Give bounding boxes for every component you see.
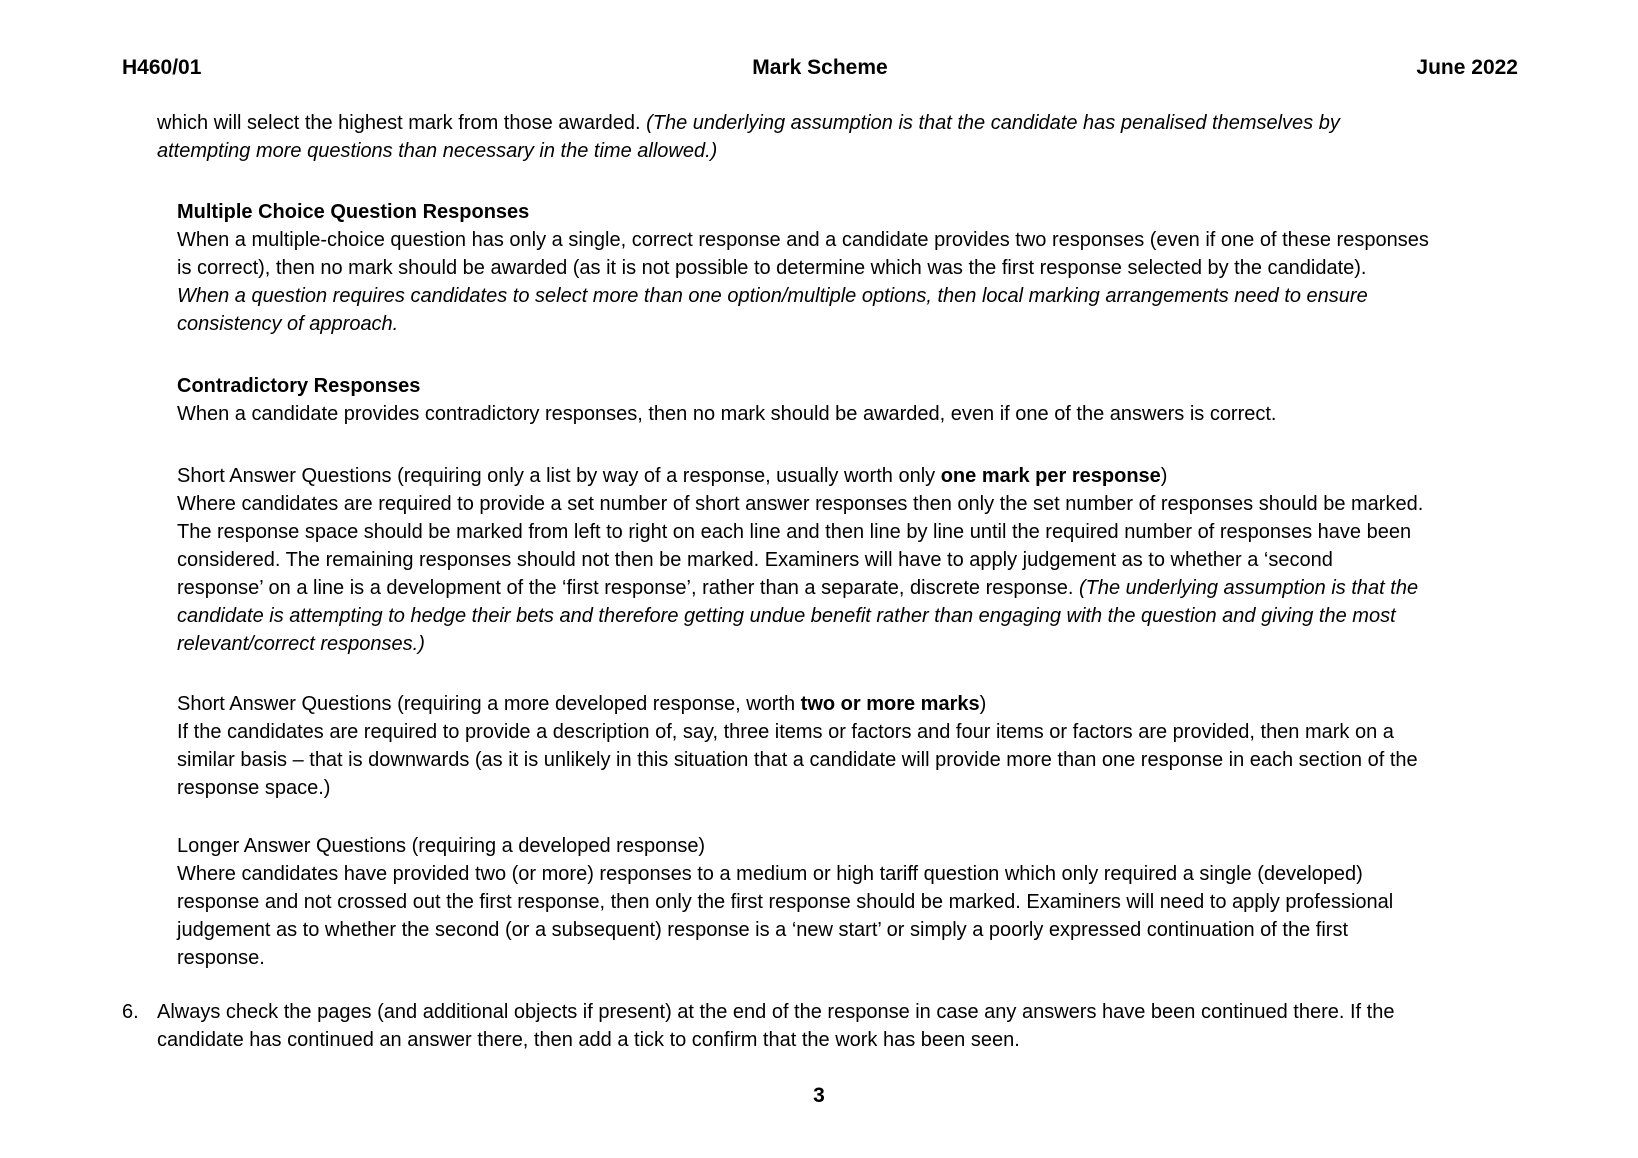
list-item-6-line-1: Always check the pages (and additional objects if present) at the end of the response in case any answers have been continued there. If the [157, 1001, 1395, 1023]
short-list-line-5: candidate is attempting to hedge their bets and therefore getting undue benefit rather than engaging with the question and giving the most [177, 605, 1396, 627]
mcq-line-1: When a multiple-choice question has only a single, correct response and a candidate provides two responses (even if one of these responses [177, 229, 1429, 251]
page-number: 3 [813, 1084, 825, 1107]
short-list-line-3: considered. The remaining responses should not then be marked. Examiners will have to apply judgement as to whether a ‘second [177, 549, 1333, 571]
page-header [122, 54, 1518, 82]
intro-line-1-italic: (The underlying assumption is that the candidate has penalised themselves by [646, 112, 1340, 134]
contradictory-line-1: When a candidate provides contradictory responses, then no mark should be awarded, even if one of the answers is correct. [177, 403, 1277, 425]
short-developed-line-3: response space.) [177, 777, 331, 799]
short-developed-line-1: If the candidates are required to provide a description of, say, three items or factors and four items or factors are provided, then mark on a [177, 721, 1394, 743]
header-date: June 2022 [1416, 56, 1518, 79]
longer-answer-title: Longer Answer Questions (requiring a developed response) [177, 835, 706, 857]
short-list-line-4-italic: (The underlying assumption is that the [1079, 577, 1419, 599]
short-list-line-2: The response space should be marked from left to right on each line and then line by line until the required number of responses have been [177, 521, 1412, 543]
short-developed-line-2: similar basis – that is downwards (as it is unlikely in this situation that a candidate will provide more than one response in each section of the [177, 749, 1418, 771]
intro-line-1 [157, 109, 1557, 137]
contradictory-heading: Contradictory Responses [177, 375, 421, 397]
short-list-title-bold: one mark per response [940, 465, 1161, 487]
longer-answer-line-1: Where candidates have provided two (or more) responses to a medium or high tariff question which only required a single (developed) [177, 863, 1363, 885]
short-list-section [177, 462, 1537, 658]
longer-answer-section [177, 832, 1537, 972]
list-item-6-line-2: candidate has continued an answer there, then add a tick to confirm that the work has been seen. [157, 1029, 1020, 1051]
short-list-title-close: ) [1160, 465, 1168, 487]
contradictory-section [177, 372, 1537, 428]
mcq-line-4: consistency of approach. [177, 313, 399, 335]
list-item-text [157, 998, 1394, 1054]
mcq-line-3: When a question requires candidates to select more than one option/multiple options, then local marking arrangements need to ensure [177, 285, 1368, 307]
mcq-line-2: is correct), then no mark should be awarded (as it is not possible to determine which was the first response selected by the candidate). [177, 257, 1367, 279]
intro-paragraph [157, 109, 1557, 165]
intro-line-1-plain: which will select the highest mark from those awarded. [157, 112, 647, 134]
short-developed-title-plain: Short Answer Questions (requiring a more developed response, worth [177, 693, 801, 715]
short-developed-title [177, 690, 1537, 718]
header-title: Mark Scheme [752, 56, 888, 79]
longer-answer-line-2: response and not crossed out the first response, then only the first response should be marked. Examiners will need to apply professional [177, 891, 1394, 913]
short-developed-section [177, 690, 1537, 802]
short-list-line-4 [177, 574, 1537, 602]
mcq-section [177, 198, 1537, 338]
mcq-heading: Multiple Choice Question Responses [177, 201, 530, 223]
list-item-number: 6. [122, 1001, 139, 1023]
longer-answer-line-4: response. [177, 947, 265, 969]
short-developed-title-bold: two or more marks [800, 693, 980, 715]
header-paper-code: H460/01 [122, 56, 202, 79]
short-list-line-4-plain: response’ on a line is a development of the ‘first response’, rather than a separate, discrete response. [177, 577, 1079, 599]
short-list-title-plain: Short Answer Questions (requiring only a list by way of a response, usually worth only [177, 465, 941, 487]
short-list-title [177, 462, 1537, 490]
short-developed-title-close: ) [979, 693, 987, 715]
short-list-line-6: relevant/correct responses.) [177, 633, 425, 655]
longer-answer-line-3: judgement as to whether the second (or a subsequent) response is a ‘new start’ or simply a poorly expressed continuation of the first [177, 919, 1348, 941]
short-list-line-1: Where candidates are required to provide a set number of short answer responses then only the set number of responses should be marked. [177, 493, 1424, 515]
intro-line-2: attempting more questions than necessary in the time allowed.) [157, 140, 718, 162]
